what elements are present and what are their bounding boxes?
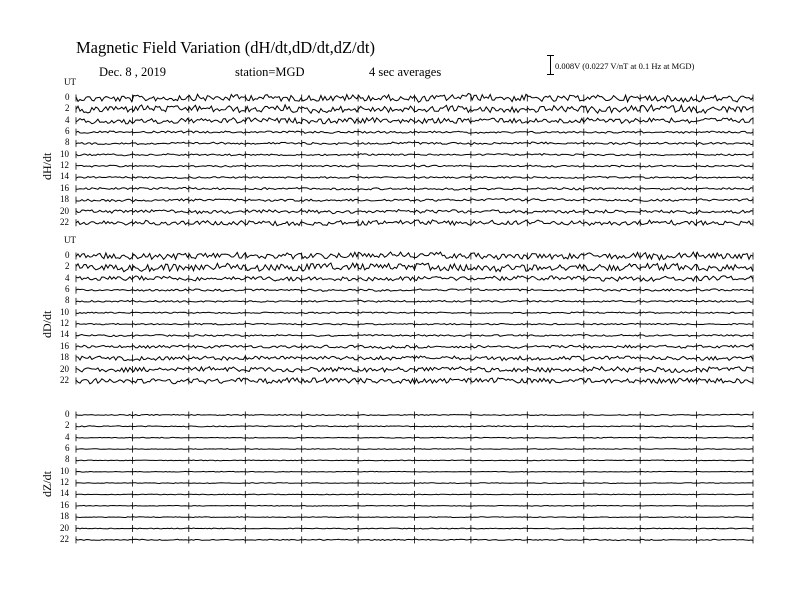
row-label: 0 [65,250,70,260]
row-label: 18 [60,194,69,205]
row-label: 8 [65,454,70,465]
row-label: 16 [60,182,69,193]
row-label: 2 [65,261,70,272]
panel-dz-dt [76,412,753,544]
panel-label: dZ/dt [40,471,54,498]
row-label: 2 [65,103,70,114]
panel-label: dD/dt [40,311,54,339]
date-label: Dec. 8 , 2019 [99,65,166,79]
ut-label: UT [64,77,76,87]
row-label: 14 [60,488,69,499]
row-label: 4 [65,114,70,125]
station-label: station=MGD [235,65,305,79]
row-label: 12 [60,477,69,488]
row-label: 16 [60,340,69,351]
row-label: 2 [65,420,70,431]
row-label: 6 [65,126,70,137]
row-label: 20 [60,522,69,533]
row-label: 18 [60,511,69,522]
row-label: 20 [60,363,69,374]
row-label: 14 [60,329,69,340]
row-label: 10 [60,306,69,317]
averaging-label: 4 sec averages [369,65,442,79]
row-label: 10 [60,148,69,159]
panel-label: dH/dt [40,153,54,181]
row-label: 22 [60,216,69,227]
row-label: 10 [60,465,69,476]
row-label: 8 [65,137,70,148]
row-label: 14 [60,171,69,182]
panel-dd-dt [76,252,753,384]
row-label: 22 [60,533,69,544]
row-label: 4 [65,272,70,283]
panel-dh-dt [76,94,753,227]
row-label: 16 [60,499,69,510]
row-label: 0 [65,92,70,102]
row-label: 4 [65,431,70,442]
row-label: 18 [60,352,69,363]
row-label: 12 [60,318,69,329]
row-label: 6 [65,284,70,295]
row-label: 6 [65,443,70,454]
row-label: 22 [60,374,69,385]
chart-title: Magnetic Field Variation (dH/dt,dD/dt,dZ/dt) [76,38,375,57]
row-label: 0 [65,409,70,419]
row-label: 20 [60,205,69,216]
ut-label: UT [64,235,76,245]
row-label: 12 [60,160,69,171]
row-label: 8 [65,295,70,306]
scale-label: 0.008V (0.0227 V/nT at 0.1 Hz at MGD) [555,61,695,71]
